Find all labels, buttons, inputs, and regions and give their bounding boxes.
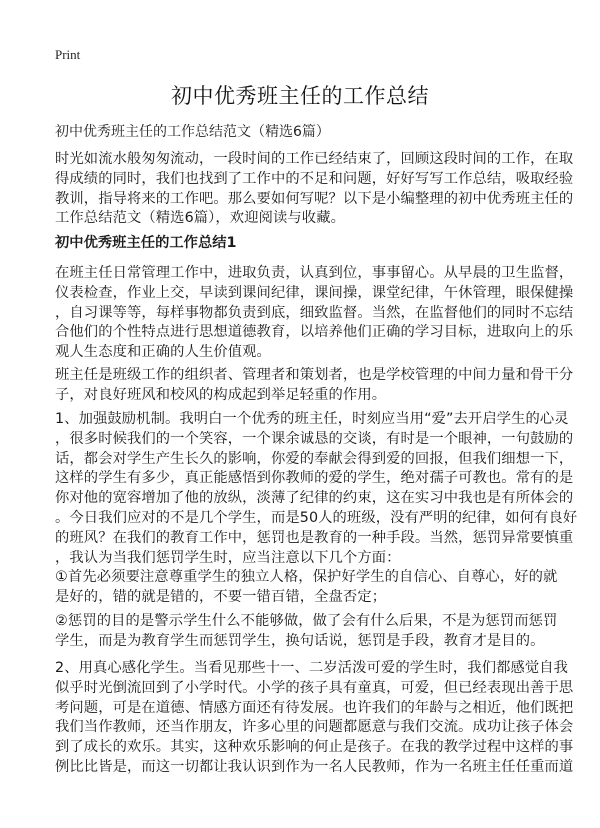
document-title: 初中优秀班主任的工作总结 <box>171 84 429 108</box>
text-line: 话，都会对学生产生长久的影响，你爱的奉献会得到爱的回报，但我们细想一下， <box>55 450 574 467</box>
text-line: 1、加强鼓励机制。我明白一个优秀的班主任，时刻应当用“爱”去开启学生的心灵 <box>55 411 569 427</box>
text-line: 考问题，可是在道德、情感方面还有待发展。也许我们的年龄与之相近，他们既把 <box>55 699 574 716</box>
text-line: ①首先必须要注意尊重学生的独立人格，保护好学生的自信心、自尊心，好的就 <box>55 569 558 585</box>
text-line: 教训，指导将来的工作吧。那么要如何写呢？以下是小编整理的初中优秀班主任的 <box>55 190 574 207</box>
text-line: 学生，而是为教育学生而惩罚学生，换句话说，惩罚是手段，教育才是目的。 <box>55 632 545 649</box>
text-line: 班主任是班级工作的组织者、管理者和策划者，也是学校管理的中间力量和骨干分 <box>55 367 574 383</box>
text-line: 的班风？在我们的教育工作中，惩罚也是教育的一种手段。当然，惩罚异常要慎重 <box>55 529 574 546</box>
paragraph-sincerity <box>55 659 574 778</box>
text-line: 。今日我们应对的不是几个学生，而是50人的班级，没有严明的纪律，如何有良好 <box>55 509 578 526</box>
text-line: 子，对良好班风和校风的构成起到举足轻重的作用。 <box>55 386 387 403</box>
text-line: 2、用真心感化学生。当看见那些十一、二岁活泼可爱的学生时，我们都感觉自我 <box>55 660 569 676</box>
text-line: ②惩罚的目的是警示学生什么不能够做，做了会有什么后果，不是为惩罚而惩罚 <box>55 613 558 629</box>
text-line: 这样的学生有多少，真正能感悟到你教师的爱的学生，绝对孺子可教也。常有的是 <box>55 470 574 487</box>
text-line: 我们当作教师，还当作朋友，许多心里的问题都愿意与我们交流。成功让孩子体会 <box>55 719 574 736</box>
paragraph-role <box>55 366 574 406</box>
text-line: ，很多时候我们的一个笑容，一个课余诚恳的交谈，有时是一个眼神，一句鼓励的 <box>55 430 574 447</box>
text-line: 是好的，错的就是错的，不要一错百错，全盘否定； <box>55 588 387 605</box>
text-line: 仪表检查，作业上交，早读到课间纪律，课间操，课堂纪律，午休管理，眼保健操 <box>55 284 574 301</box>
paragraph-point-2 <box>55 612 558 652</box>
text-line: 在班主任日常管理工作中，进取负责，认真到位，事事留心。从早晨的卫生监督， <box>55 265 574 281</box>
text-line: 时光如流水般匆匆流动，一段时间的工作已经结束了，回顾这段时间的工作，在取 <box>55 151 574 167</box>
text-line: ，自习课等等，每样事物都负责到底，细致监督。当然，在监督他们的同时不忘结 <box>55 304 574 321</box>
document-subtitle: 初中优秀班主任的工作总结范文（精选6篇） <box>55 124 330 140</box>
text-line: 得成绩的同时，我们也找到了工作中的不足和问题，好好写写工作总结，吸取经验 <box>55 170 574 187</box>
section-heading: 初中优秀班主任的工作总结1 <box>55 235 237 251</box>
text-line: 你对他的宽容增加了他的放纵，淡薄了纪律的约束，这在实习中我也是有所体会的 <box>55 490 574 507</box>
intro-paragraph <box>55 150 574 229</box>
paragraph-point-1 <box>55 568 558 608</box>
paragraph-encouragement <box>55 410 578 568</box>
text-line: 到了成长的欢乐。其实，这种欢乐影响的何止是孩子。在我的教学过程中这样的事 <box>55 739 574 756</box>
print-label: Print <box>55 47 81 62</box>
paragraph-daily-management <box>55 264 574 363</box>
text-line: 例比比皆是，而这一切都让我认识到作为一名人民教师，作为一名班主任任重而道 <box>55 758 574 775</box>
text-line: 工作总结范文（精选6篇），欢迎阅读与收藏。 <box>55 210 345 227</box>
text-line: ，我认为当我们惩罚学生时，应当注意以下几个方面： <box>55 549 401 566</box>
text-line: 合他们的个性特点进行思想道德教育，以培养他们正确的学习目标，进取向上的乐 <box>55 324 574 341</box>
text-line: 似乎时光倒流回到了小学时代。小学的孩子具有童真，可爱，但已经表现出善于思 <box>55 679 574 696</box>
text-line: 观人生态度和正确的人生价值观。 <box>55 344 271 361</box>
